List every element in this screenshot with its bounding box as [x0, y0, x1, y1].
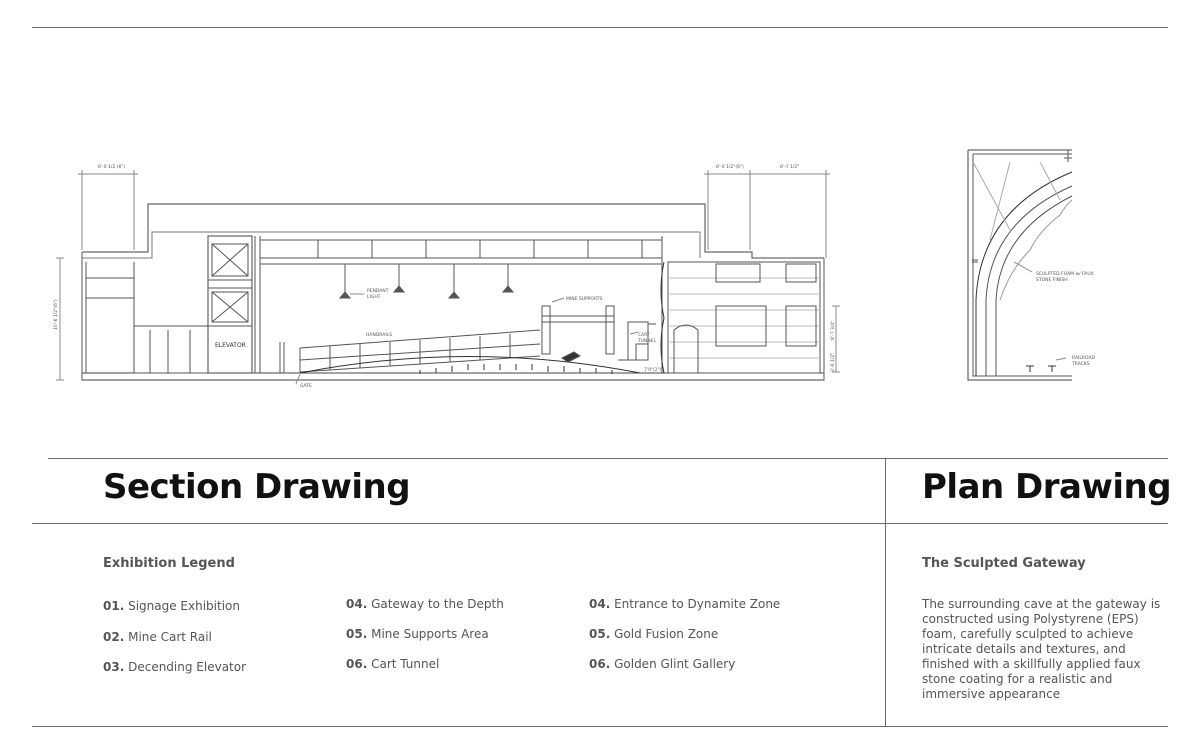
dim-top-mid: 6'-0 1/2"(6") [716, 165, 744, 170]
dim-slope: 7'9"(2") [644, 368, 662, 373]
legend-item [589, 627, 718, 641]
legend-num: 06. [346, 657, 368, 671]
legend-item [589, 657, 735, 671]
legend-num: 02. [103, 630, 125, 644]
section-drawing [56, 170, 840, 384]
legend-item [346, 597, 504, 611]
label-rail-2: TRACKS [1072, 362, 1090, 367]
legend-num: 04. [589, 597, 611, 611]
plan-description: The surrounding cave at the gateway is constructed using Polystyrene (EPS) foam, carefully sculpted to achieve intricate details and textures, and finished with a skillfully applied faux stone coating for a realistic and immersive appearance [922, 597, 1161, 701]
legend-label: Signage Exhibition [128, 599, 240, 613]
plan-title: Plan Drawing [922, 467, 1172, 507]
legend-item [589, 597, 780, 611]
plan-subtitle: The Sculpted Gateway [922, 556, 1086, 571]
label-rail-1: RAILROAD [1072, 356, 1095, 361]
label-gate: GATE [300, 384, 312, 389]
label-pendant-light-2: LIGHT [367, 295, 381, 300]
legend-item [103, 599, 240, 613]
legend-label: Gateway to the Depth [371, 597, 504, 611]
legend-num: 03. [103, 660, 125, 674]
caption-top-rule [48, 458, 1168, 459]
legend-item [103, 660, 246, 674]
legend-item [346, 657, 439, 671]
label-foam-2: STONE FINISH [1036, 278, 1068, 283]
legend-num: 04. [346, 597, 368, 611]
legend-label: Mine Supports Area [371, 627, 489, 641]
legend-title: Exhibition Legend [103, 556, 235, 571]
section-title: Section Drawing [103, 467, 411, 507]
bottom-rule [32, 726, 1168, 727]
label-cart-tunnel-2: TUNNEL [638, 339, 657, 344]
dim-top-left: 6'-0 1/2 (6") [98, 165, 126, 170]
plan-drawing [968, 150, 1072, 380]
legend-num: 06. [589, 657, 611, 671]
legend-label: Cart Tunnel [371, 657, 440, 671]
label-foam-1: SCULPTED FOAM w/ FAUX [1036, 272, 1094, 277]
dim-left: 10'-6 1/2"(6") [54, 299, 59, 330]
legend-num: 05. [589, 627, 611, 641]
dim-right-low: 3'-6 1/2" [831, 352, 836, 372]
legend-num: 05. [346, 627, 368, 641]
legend-num: 01. [103, 599, 125, 613]
label-pendant-light-1: PENDANT [367, 289, 389, 294]
title-bottom-rule [32, 523, 1168, 524]
label-mine-supports: MINE SUPPORTS [566, 297, 603, 302]
legend-label: Gold Fusion Zone [614, 627, 719, 641]
legend-label: Golden Glint Gallery [614, 657, 736, 671]
label-cart-tunnel-1: CART [638, 333, 650, 338]
label-handrails: HANDRAILS [366, 333, 393, 338]
legend-item [103, 630, 212, 644]
legend-item [346, 627, 489, 641]
column-divider [885, 458, 886, 726]
legend-label: Decending Elevator [128, 660, 247, 674]
dim-top-right: 6'-7 1/2" [780, 165, 800, 170]
legend-label: Mine Cart Rail [128, 630, 212, 644]
label-elevator: ELEVATOR [215, 342, 246, 349]
dim-right: 8'-7 3/4" [831, 320, 836, 340]
legend-label: Entrance to Dynamite Zone [614, 597, 781, 611]
